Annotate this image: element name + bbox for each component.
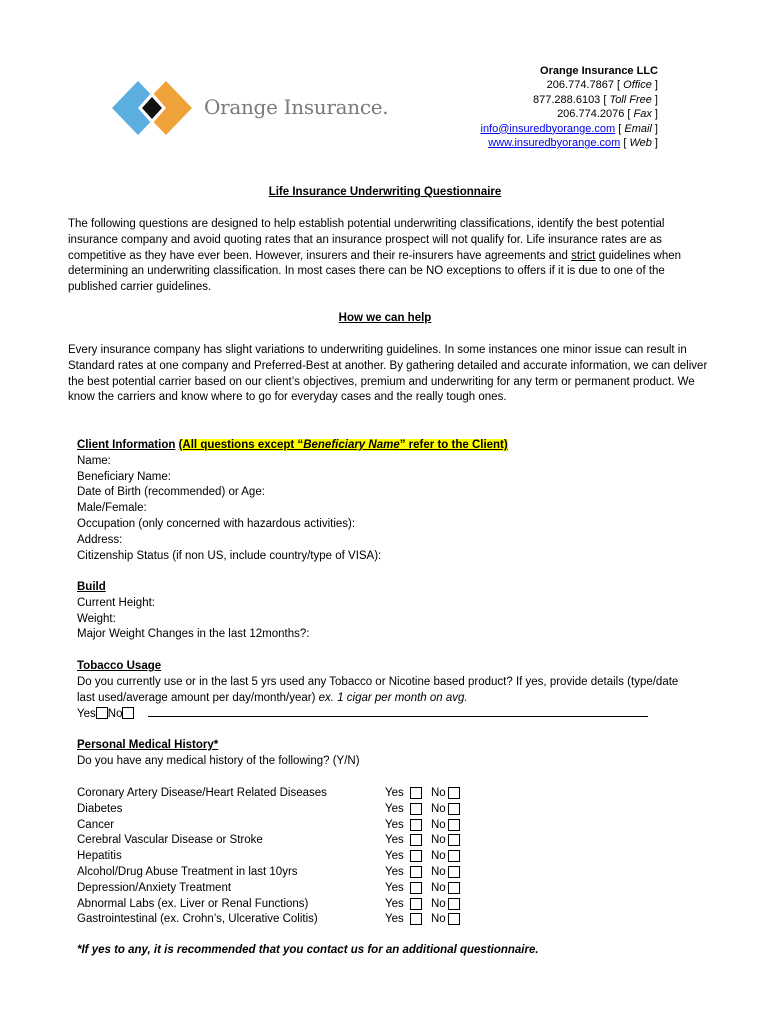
condition-yes-checkbox[interactable] — [410, 819, 422, 831]
condition-no-label: No — [431, 865, 446, 878]
tobacco-details-line[interactable] — [148, 706, 648, 717]
condition-name: Coronary Artery Disease/Heart Related Diseases — [77, 787, 327, 799]
company-contact-block — [481, 64, 659, 150]
condition-yes-label: Yes — [385, 802, 404, 815]
tobacco-example: ex. 1 cigar per month on avg. — [318, 691, 468, 704]
condition-no-checkbox[interactable] — [448, 866, 460, 878]
condition-no-label: No — [431, 834, 446, 847]
condition-name: Cancer — [77, 818, 115, 831]
company-name: Orange Insurance LLC — [540, 65, 658, 77]
condition-name: Hepatitis — [77, 850, 122, 863]
client-field: Beneficiary Name: — [77, 470, 171, 483]
condition-row — [77, 833, 477, 849]
condition-no-label: No — [431, 787, 446, 799]
intro-end: guidelines when determining an underwriting classification. In most cases there can be NO exceptions to offers if it is due to one of the published carrier guidelines. — [68, 249, 682, 294]
intro-text: The following questions are designed to help establish potential underwriting classifications, identify the best potential insurance company and avoid quoting rates that an insurance prospect will not qualify for. Life insurance rates are as competitive as they have ever been. However, insurers and their re-insurers have agreements and — [68, 218, 665, 262]
condition-yes-label: Yes — [385, 834, 404, 847]
fax-line: 206.774.2076 [ Fax ] — [557, 108, 658, 121]
document-title: Life Insurance Underwriting Questionnaire — [268, 186, 502, 198]
condition-row — [77, 786, 477, 802]
condition-row — [77, 865, 477, 881]
client-note — [179, 439, 508, 451]
condition-yes-checkbox[interactable] — [410, 803, 422, 815]
condition-no-checkbox[interactable] — [448, 787, 460, 799]
build-field: Major Weight Changes in the last 12months?: — [77, 628, 310, 641]
condition-row — [77, 897, 477, 913]
build-heading: Build — [77, 581, 106, 593]
client-heading: Client Information — [77, 439, 176, 451]
fax-phone: 206.774.2076 — [557, 108, 625, 121]
condition-no-label: No — [431, 881, 446, 894]
condition-yes-checkbox[interactable] — [410, 898, 422, 910]
condition-no-label: No — [431, 818, 446, 831]
company-logo — [112, 78, 389, 140]
office-line: 206.774.7867 [ Office ] — [546, 79, 658, 92]
condition-yes-label: Yes — [385, 787, 404, 799]
fax-label: Fax — [633, 108, 652, 121]
condition-yes-label: Yes — [385, 897, 404, 910]
tobacco-heading: Tobacco Usage — [77, 660, 162, 672]
tollfree-label: Toll Free — [609, 93, 652, 106]
client-field: Occupation (only concerned with hazardous activities): — [77, 517, 356, 530]
help-paragraph: Every insurance company has slight variations to underwriting guidelines. In some instances one minor issue can result in Standard rates at one company and Preferred-Best at another. By gathering detailed and accurate information, we can deliver the best potential carrier based on our client’s objectives, premium and underwriting for any term or permanent product. We know the carriers and know where to go for everyday cases and the really tough ones. — [68, 344, 708, 404]
tobacco-answer-line — [77, 706, 697, 723]
tobacco-yes-checkbox[interactable] — [96, 707, 108, 719]
build-section — [77, 580, 697, 643]
client-heading-line — [77, 438, 697, 454]
condition-name: Abnormal Labs (ex. Liver or Renal Functions) — [77, 897, 309, 910]
condition-no-label: No — [431, 913, 446, 926]
web-link[interactable]: www.insuredbyorange.com — [488, 137, 621, 150]
client-note-em: Beneficiary Name — [303, 439, 400, 451]
condition-row — [77, 802, 477, 818]
condition-yes-checkbox[interactable] — [410, 787, 422, 799]
build-field: Weight: — [77, 612, 116, 625]
condition-no-checkbox[interactable] — [448, 850, 460, 862]
condition-name: Diabetes — [77, 802, 123, 815]
web-line: www.insuredbyorange.com [ Web ] — [488, 137, 658, 150]
tollfree-line: 877.288.6103 [ Toll Free ] — [533, 93, 658, 106]
client-field: Address: — [77, 533, 123, 546]
client-note-pre: (All questions except “ — [178, 439, 304, 451]
condition-no-label: No — [431, 802, 446, 815]
tobacco-question-block — [77, 675, 697, 707]
condition-row — [77, 912, 477, 928]
condition-yes-checkbox[interactable] — [410, 882, 422, 894]
tobacco-no-checkbox[interactable] — [122, 707, 134, 719]
condition-no-checkbox[interactable] — [448, 882, 460, 894]
web-label: Web — [629, 137, 652, 150]
condition-yes-checkbox[interactable] — [410, 913, 422, 925]
condition-no-checkbox[interactable] — [448, 834, 460, 846]
condition-no-checkbox[interactable] — [448, 803, 460, 815]
condition-yes-checkbox[interactable] — [410, 850, 422, 862]
client-information-section — [77, 438, 697, 564]
office-label: Office — [623, 79, 652, 92]
condition-name: Cerebral Vascular Disease or Stroke — [77, 834, 263, 847]
medical-conditions-list — [77, 786, 477, 928]
logo-wordmark: Orange Insurance. — [204, 95, 389, 119]
tobacco-yes-label: Yes — [77, 708, 96, 721]
tobacco-question: Do you currently use or in the last 5 yrs used any Tobacco or Nicotine based product? If yes, provide details (type/date last used/average amount per day/month/year) — [77, 675, 679, 704]
medical-history-section — [77, 738, 697, 770]
intro-paragraph — [68, 217, 708, 296]
client-field: Name: — [77, 454, 111, 467]
medical-heading: Personal Medical History* — [77, 739, 219, 751]
condition-no-checkbox[interactable] — [448, 898, 460, 910]
help-title: How we can help — [338, 312, 432, 324]
condition-no-checkbox[interactable] — [448, 819, 460, 831]
tollfree-phone: 877.288.6103 — [533, 93, 601, 106]
logo-diamonds-icon — [112, 78, 202, 140]
condition-yes-label: Yes — [385, 850, 404, 863]
condition-yes-label: Yes — [385, 913, 404, 926]
condition-name: Depression/Anxiety Treatment — [77, 881, 232, 894]
condition-row — [77, 881, 477, 897]
email-line: info@insuredbyorange.com [ Email ] — [480, 122, 658, 135]
build-field: Current Height: — [77, 596, 155, 609]
condition-yes-label: Yes — [385, 818, 404, 831]
office-phone: 206.774.7867 — [546, 79, 614, 92]
medical-question: Do you have any medical history of the following? (Y/N) — [77, 754, 360, 767]
email-link[interactable]: info@insuredbyorange.com — [480, 122, 616, 135]
condition-no-label: No — [431, 850, 446, 863]
client-field: Date of Birth (recommended) or Age: — [77, 486, 265, 499]
condition-row — [77, 849, 477, 865]
condition-no-label: No — [431, 897, 446, 910]
client-field: Male/Female: — [77, 502, 147, 515]
condition-yes-checkbox[interactable] — [410, 866, 422, 878]
condition-yes-checkbox[interactable] — [410, 834, 422, 846]
condition-no-checkbox[interactable] — [448, 913, 460, 925]
tobacco-section — [77, 659, 697, 723]
email-label: Email — [624, 122, 652, 135]
condition-yes-label: Yes — [385, 865, 404, 878]
intro-strict: strict — [571, 249, 596, 262]
condition-row — [77, 818, 477, 834]
condition-name: Alcohol/Drug Abuse Treatment in last 10yrs — [77, 865, 298, 878]
footnote: *If yes to any, it is recommended that you contact us for an additional questionnaire. — [77, 944, 539, 956]
client-note-post: ” refer to the Client) — [399, 439, 508, 451]
condition-name: Gastrointestinal (ex. Crohn’s, Ulcerative Colitis) — [77, 913, 318, 926]
tobacco-no-label: No — [107, 708, 123, 721]
client-field: Citizenship Status (if non US, include country/type of VISA): — [77, 549, 382, 562]
condition-yes-label: Yes — [385, 881, 404, 894]
